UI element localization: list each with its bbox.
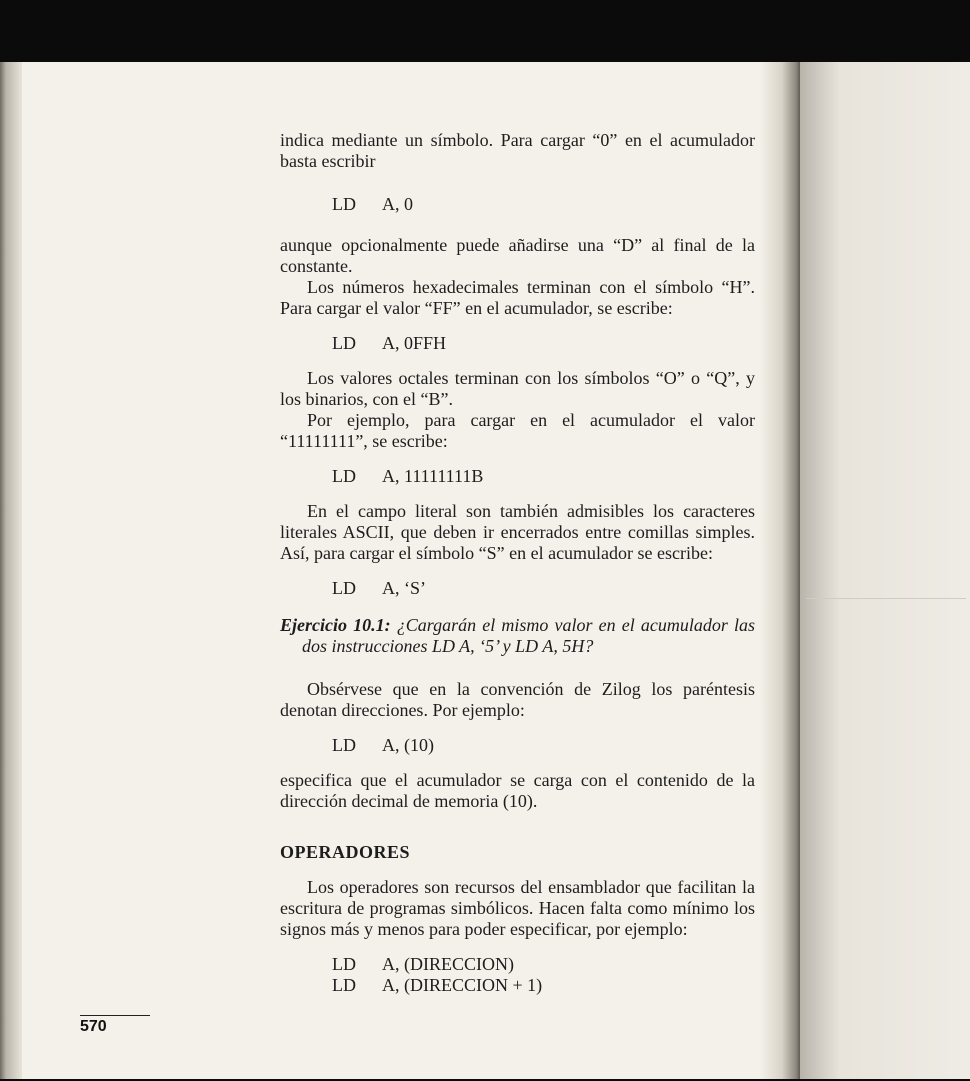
code-mnemonic: LD — [332, 975, 356, 995]
code-mnemonic: LD — [332, 954, 356, 974]
code-operand: A, ‘S’ — [382, 578, 426, 598]
page-content — [280, 130, 755, 996]
page-number-rule — [80, 1015, 150, 1016]
paragraph: Por ejemplo, para cargar en el acumulador el valor “11111111”, se escribe: — [280, 410, 755, 451]
paragraph: Los operadores son recursos del ensamblador que facilitan la escritura de programas simbólicos. Hacen falta como mínimo los signos más y menos para poder especificar, por ejemplo: — [280, 877, 755, 939]
exercise-text: ¿Cargarán el mismo valor en el acumulador las dos instrucciones LD A, ‘5’ y LD A, 5H? — [302, 615, 755, 656]
code-mnemonic: LD — [332, 578, 356, 598]
paragraph: especifica que el acumulador se carga con el contenido de la dirección decimal de memoria (10). — [280, 770, 755, 811]
code-operand: A, (10) — [382, 735, 434, 755]
code-mnemonic: LD — [332, 194, 356, 214]
code-line — [280, 578, 755, 599]
right-page-rule — [806, 598, 966, 599]
code-mnemonic: LD — [332, 333, 356, 353]
code-operand: A, 0FFH — [382, 333, 447, 353]
exercise-label: Ejercicio 10.1: — [280, 615, 391, 635]
right-page — [800, 62, 970, 1079]
page-number: 570 — [80, 1018, 107, 1035]
code-line — [280, 954, 755, 975]
code-operand: A, (DIRECCION + 1) — [382, 975, 543, 995]
paragraph: En el campo literal son también admisibles los caracteres literales ASCII, que deben ir encerrados entre comillas simples. Así, para cargar el símbolo “S” en el acumulador se escribe: — [280, 501, 755, 563]
code-operand: A, (DIRECCION) — [382, 954, 514, 974]
paragraph: Los números hexadecimales terminan con el símbolo “H”. Para cargar el valor “FF” en el acumulador, se escribe: — [280, 277, 755, 318]
paragraph: Los valores octales terminan con los símbolos “O” o “Q”, y los binarios, con el “B”. — [280, 368, 755, 409]
code-operand: A, 0 — [382, 194, 413, 214]
paragraph: Obsérvese que en la convención de Zilog los paréntesis denotan direcciones. Por ejemplo: — [280, 679, 755, 720]
book-gutter — [760, 62, 800, 1079]
code-operand: A, 11111111B — [382, 466, 484, 486]
paragraph: indica mediante un símbolo. Para cargar “0” en el acumulador basta escribir — [280, 130, 755, 171]
page-edge — [0, 62, 22, 1079]
code-line — [280, 735, 755, 756]
exercise — [280, 615, 755, 657]
code-line — [280, 194, 755, 215]
code-line — [280, 975, 755, 996]
paragraph: aunque opcionalmente puede añadirse una “D” al final de la constante. — [280, 235, 755, 276]
code-line — [280, 466, 755, 487]
code-mnemonic: LD — [332, 735, 356, 755]
code-mnemonic: LD — [332, 466, 356, 486]
code-line — [280, 333, 755, 354]
section-heading: OPERADORES — [280, 842, 411, 862]
